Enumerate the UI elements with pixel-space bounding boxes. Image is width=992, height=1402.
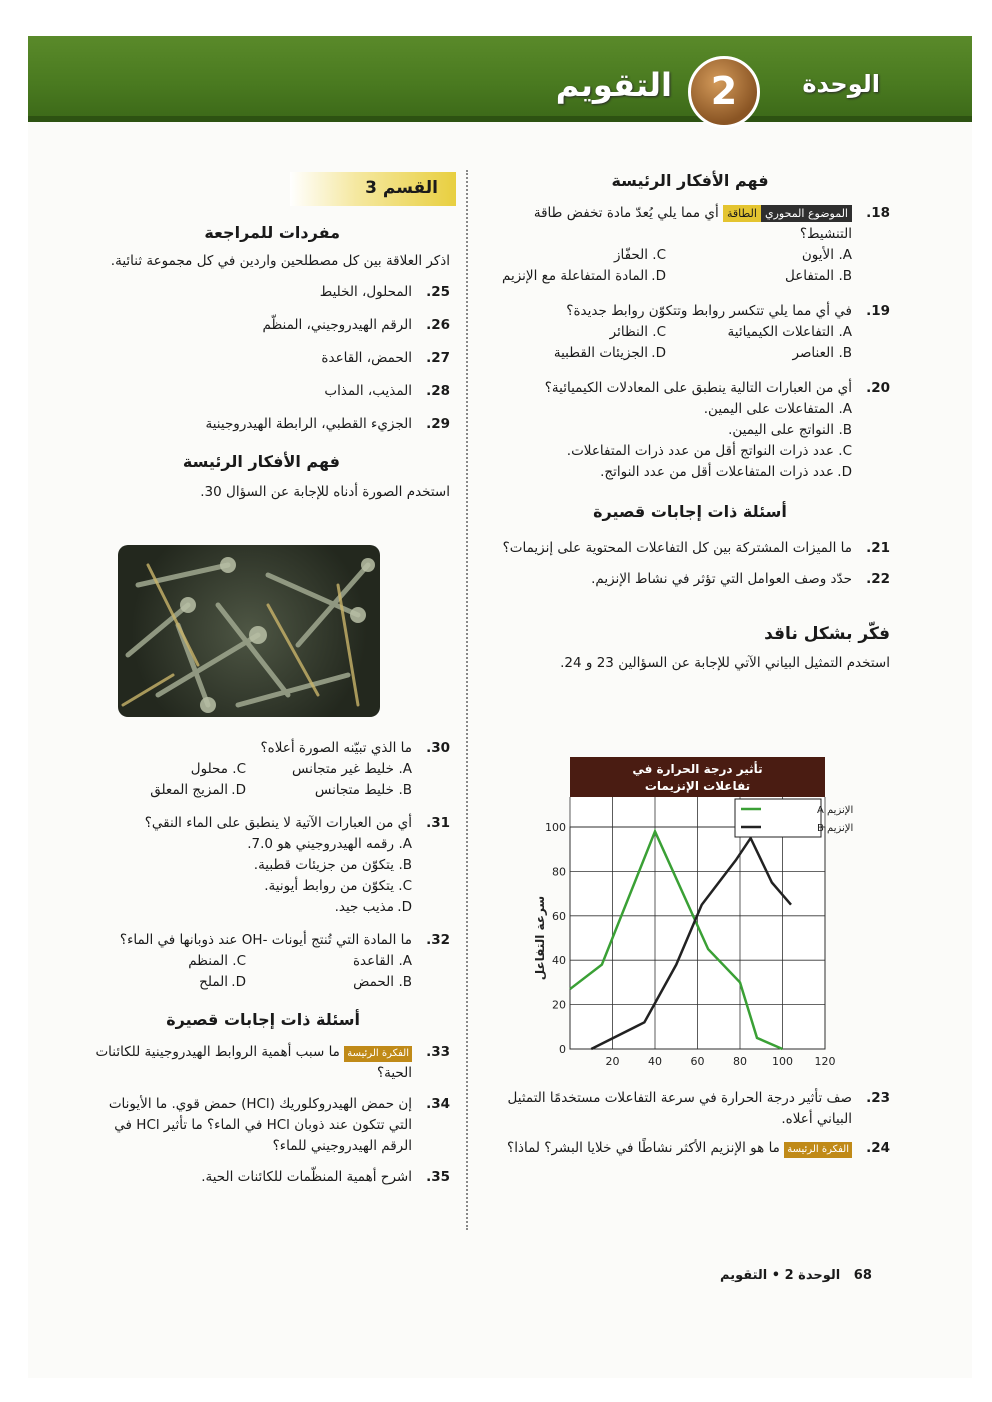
main-idea-tag: الفكرة الرئيسة (784, 1142, 852, 1158)
question-30 (90, 738, 450, 759)
question-19 (490, 301, 890, 322)
question-31 (90, 813, 450, 834)
question-23 (490, 1088, 890, 1130)
question-text: أي من العبارات الآتية لا ينطبق على الماء النقي؟ (144, 815, 412, 831)
x-tick-label: 20 (605, 1055, 620, 1068)
left-column-bottom (90, 738, 450, 1188)
section-label: القسم 3 (365, 178, 438, 198)
question-28: 28. المذيب، المذاب (324, 383, 450, 399)
chart-title-line-1: تأثير درجة الحرارة في (632, 762, 763, 776)
vocab-heading: مفردات للمراجعة (204, 223, 340, 242)
option-d[interactable]: D. الجزيئات القطبية (553, 345, 666, 361)
right-column-bottom (490, 1088, 890, 1159)
question-20 (490, 378, 890, 399)
chart-intro: استخدم التمثيل البياني الآتي للإجابة عن السؤالين 23 و 24. (560, 655, 890, 671)
option-c[interactable]: C. عدد ذرات النواتج أقل من عدد ذرات المتفاعلات. (566, 443, 852, 459)
option-d[interactable]: D. المادة المتفاعلة مع الإنزيم (501, 268, 666, 284)
option-d[interactable]: D. الملح (199, 974, 246, 990)
energy-tag: الطاقة (723, 205, 761, 222)
screws-photo (118, 545, 380, 717)
left-column (90, 222, 450, 503)
question-21 (490, 538, 890, 559)
option-a[interactable]: A. خليط غير متجانس (292, 761, 412, 777)
option-b[interactable]: B. الحمض (353, 974, 412, 990)
question-number: 23. (866, 1090, 890, 1106)
option-b[interactable]: B. العناصر (792, 345, 852, 361)
question-text: ما سبب أهمية الروابط الهيدروجينية للكائنات الحية؟ (95, 1044, 412, 1081)
question-number: 22. (866, 571, 890, 587)
question-number: 35. (426, 1169, 450, 1185)
column-divider (466, 170, 468, 1230)
option-a[interactable]: A. القاعدة (352, 953, 412, 969)
x-tick-label: 60 (690, 1055, 705, 1068)
chart-legend (735, 799, 821, 837)
vocab-intro: اذكر العلاقة بين كل مصطلحين واردين في كل مجموعة ثنائية. (110, 253, 450, 269)
question-number: 24. (866, 1140, 890, 1156)
chart-title-line-2: تفاعلات الإنزيمات (644, 779, 751, 793)
question-24 (490, 1138, 890, 1159)
question-number: 18. (866, 205, 890, 221)
unit-word: الوحدة (802, 70, 880, 98)
question-22 (490, 569, 890, 590)
main-idea-tag: الفكرة الرئيسة (344, 1046, 412, 1062)
y-tick-label: 60 (552, 909, 566, 923)
main-ideas-heading: فهم الأفكار الرئيسة (611, 171, 769, 190)
option-b[interactable]: B. المتفاعل (785, 268, 852, 284)
short-answer-heading: أسئلة ذات إجابات قصيرة (593, 502, 787, 521)
y-tick-label: 80 (552, 865, 566, 879)
question-number: 30. (426, 740, 450, 756)
option-a[interactable]: A. الأيون (801, 247, 852, 263)
question-number: 19. (866, 303, 890, 319)
question-20-options (490, 399, 890, 483)
question-number: 20. (866, 380, 890, 396)
legend-label: الإنزيم A (817, 805, 854, 816)
main-ideas-heading-left: فهم الأفكار الرئيسة (182, 452, 340, 471)
question-32-options (90, 951, 450, 993)
header-rule (28, 116, 972, 122)
option-a[interactable]: A. المتفاعلات على اليمين. (703, 401, 852, 417)
y-axis-label: سرعة التفاعل (533, 895, 547, 981)
question-number: 33. (426, 1044, 450, 1060)
x-tick-label: 100 (772, 1055, 793, 1068)
option-c[interactable]: C. النظائر (609, 324, 666, 340)
option-a[interactable]: A. رقمه الهيدروجيني هو 7.0. (247, 836, 412, 852)
question-text: صف تأثير درجة الحرارة في سرعة التفاعلات مستخدمًا التمثيل البياني أعلاه. (507, 1090, 852, 1127)
chart-svg (530, 757, 854, 1077)
question-26: 26. الرقم الهيدروجيني، المنظّم (262, 317, 450, 333)
question-30-options (90, 759, 450, 801)
option-c[interactable]: C. يتكوّن من روابط أيونية. (264, 878, 412, 894)
option-d[interactable]: D. المزيج المعلق (150, 782, 246, 798)
y-tick-label: 20 (552, 998, 566, 1012)
question-25: 25. المحلول، الخليط (319, 284, 450, 300)
option-c[interactable]: C. محلول (190, 761, 246, 777)
unit-header (28, 36, 972, 122)
page-footer (720, 1268, 872, 1283)
short-answer-heading-left: أسئلة ذات إجابات قصيرة (166, 1010, 360, 1029)
page-number: 68 (853, 1268, 872, 1283)
y-tick-label: 100 (545, 821, 566, 834)
question-number: 21. (866, 540, 890, 556)
section-banner (290, 172, 456, 206)
theme-tag: الموضوع المحوري (761, 205, 852, 222)
x-tick-label: 120 (814, 1055, 836, 1068)
option-d[interactable]: D. مذيب جيد. (334, 899, 412, 915)
question-29: 29. الجزيء القطبي، الرابطة الهيدروجينية (205, 416, 450, 432)
question-text: أي مما يلي يُعدّ مادة تخفض طاقة التنشيط؟ (533, 205, 852, 242)
question-text: ما هو الإنزيم الأكثر نشاطًا في خلايا البشر؟ لماذا؟ (507, 1140, 780, 1156)
question-18 (490, 203, 890, 245)
photo-intro: استخدم الصورة أدناه للإجابة عن السؤال 30. (200, 484, 450, 500)
question-text: حدّد وصف العوامل التي تؤثر في نشاط الإنزيم. (591, 571, 852, 587)
option-b[interactable]: B. يتكوّن من جزيئات قطبية. (253, 857, 412, 873)
option-b[interactable]: B. خليط متجانس (314, 782, 412, 798)
critical-thinking-heading: فكّر بشكل ناقد (764, 624, 890, 644)
assessment-title: التقويم (555, 66, 672, 104)
question-19-options (490, 322, 890, 364)
question-number: 32. (426, 932, 450, 948)
question-27: 27. الحمض، القاعدة (321, 350, 450, 366)
option-d[interactable]: D. عدد ذرات المتفاعلات أقل من عدد النواتج. (600, 464, 852, 480)
legend-label: الإنزيم B (817, 823, 854, 834)
question-18-options (490, 245, 890, 287)
question-33 (90, 1042, 450, 1084)
option-b[interactable]: B. النواتج على اليمين. (728, 422, 852, 438)
footer-text: الوحدة 2 • التقويم (720, 1268, 841, 1283)
question-31-options (90, 834, 450, 918)
enzyme-chart (530, 757, 854, 1077)
question-32 (90, 930, 450, 951)
question-text: أي من العبارات التالية ينطبق على المعادلات الكيميائية؟ (544, 380, 852, 396)
option-c[interactable]: C. الحفّاز (613, 247, 666, 263)
option-a[interactable]: A. التفاعلات الكيميائية (727, 324, 852, 340)
question-text: إن حمض الهيدروكلوريك (HCl) حمض قوي. ما الأيونات التي تتكون عند ذوبان HCl في الماء؟ ما تأثير HCl في الرقم الهيدروجيني للماء؟ (108, 1096, 412, 1154)
option-c[interactable]: C. المنظم (188, 953, 246, 969)
question-34 (90, 1094, 450, 1157)
question-text: في أي مما يلي تتكسر روابط وتتكوّن روابط جديدة؟ (566, 303, 852, 319)
question-number: 31. (426, 815, 450, 831)
y-tick-label: 0 (559, 1043, 566, 1056)
question-number: 34. (426, 1096, 450, 1112)
question-text: ما المادة التي تُنتج أيونات -OH عند ذوبانها في الماء؟ (119, 932, 412, 948)
x-tick-label: 40 (648, 1055, 662, 1068)
y-tick-label: 40 (552, 954, 566, 968)
question-text: ما الميزات المشتركة بين كل التفاعلات المحتوية على إنزيمات؟ (502, 540, 852, 556)
question-text: ما الذي تبيّنه الصورة أعلاه؟ (260, 740, 412, 756)
question-35 (90, 1167, 450, 1188)
screws-illustration (118, 545, 380, 717)
right-column (490, 170, 890, 674)
question-text: اشرح أهمية المنظّمات للكائنات الحية. (201, 1169, 412, 1185)
x-tick-label: 80 (733, 1055, 747, 1068)
unit-number-badge: 2 (688, 56, 760, 128)
